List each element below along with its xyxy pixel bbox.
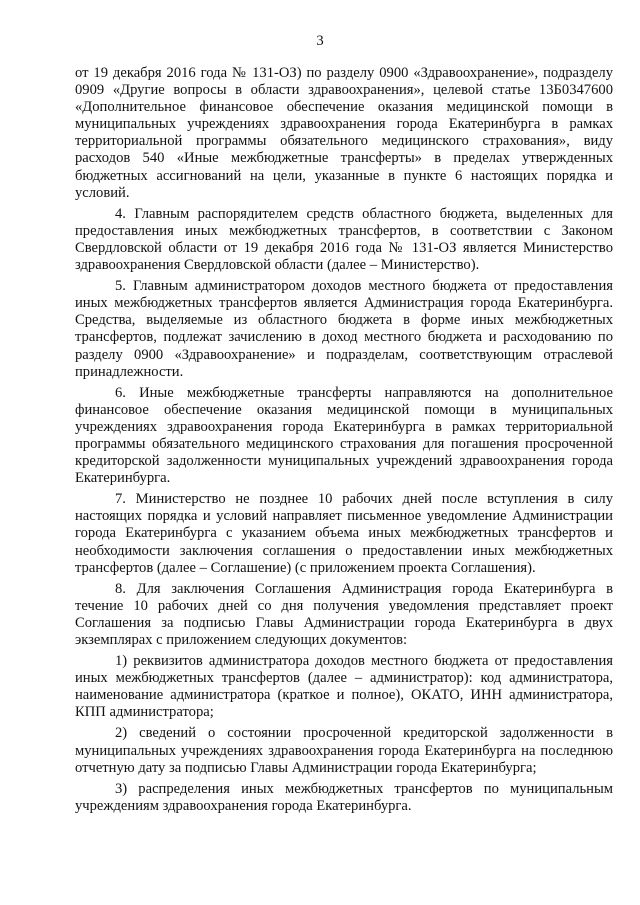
paragraph-item-5: 5. Главным администратором доходов местного бюджета от предоставления иных межбюджетных трансфертов является Администрация города Екатеринбурга. Средства, выделяемые из областного бюджета в форме иных межбюджетных трансфертов, подлежат зачислению в доход местного бюджета и расходованию по разделу 0900 «Здравоохранение» и подразделам, соответствующим отраслевой принадлежности.	[75, 278, 613, 380]
subitem-1: 1) реквизитов администратора доходов местного бюджета от предоставления иных межбюджетных трансфертов (далее – администратор): код администратора, наименование администратора (краткое и полное), ОКАТО, ИНН администратора, КПП администратора;	[75, 653, 613, 721]
paragraph-item-4: 4. Главным распорядителем средств областного бюджета, выделенных для предоставления иных межбюджетных трансфертов, в соответствии с Законом Свердловской области от 19 декабря 2016 года № 131-ОЗ является Министерство здравоохранения Свердловской области (далее – Министерство).	[75, 205, 613, 274]
subitem-2: 2) сведений о состоянии просроченной кредиторской задолженности в муниципальных учреждениях здравоохранения города Екатеринбурга на последнюю отчетную дату за подписью Главы Администрации города Екатеринбурга;	[75, 725, 613, 776]
paragraph-item-7: 7. Министерство не позднее 10 рабочих дней после вступления в силу настоящих порядка и условий направляет письменное уведомление Администрации города Екатеринбурга с указанием объема иных межбюджетных трансфертов и необходимости заключения соглашения о предоставлении иных межбюджетных трансфертов (далее – Соглашение) (с приложением проекта Соглашения).	[75, 491, 613, 576]
page-number: 3	[316, 33, 324, 49]
paragraph-item-6: 6. Иные межбюджетные трансферты направляются на дополнительное финансовое обеспечение оказания медицинской помощи в муниципальных учреждениях здравоохранения города Екатеринбурга в рамках территориальной программы обязательного медицинского страхования для погашения просроченной кредиторской задолженности муниципальных учреждений здравоохранения города Екатеринбурга.	[75, 384, 613, 487]
paragraph-item-8: 8. Для заключения Соглашения Администрация города Екатеринбурга в течение 10 рабочих дней со дня получения уведомления представляет проект Соглашения за подписью Главы Администрации города Екатеринбурга в двух экземплярах с приложением следующих документов:	[75, 580, 613, 648]
paragraph-continuation: от 19 декабря 2016 года № 131-ОЗ) по разделу 0900 «Здравоохранение», подразделу 0909 «Другие вопросы в области здравоохранения», целевой статье 13Б0347600 «Дополнительное финансовое обеспечение оказания медицинской помощи в муниципальных учреждениях здравоохранения города Екатеринбурга в рамках территориальной программы обязательного медицинского страхования», виду расходов 540 «Иные межбюджетные трансферты» в пределах утвержденных бюджетных ассигнований на цели, указанные в пункте 6 настоящих порядка и условий.	[75, 65, 613, 201]
subitem-3: 3) распределения иных межбюджетных трансфертов по муниципальным учреждениям здравоохранения города Екатеринбурга.	[75, 780, 613, 814]
document-body	[75, 65, 613, 819]
